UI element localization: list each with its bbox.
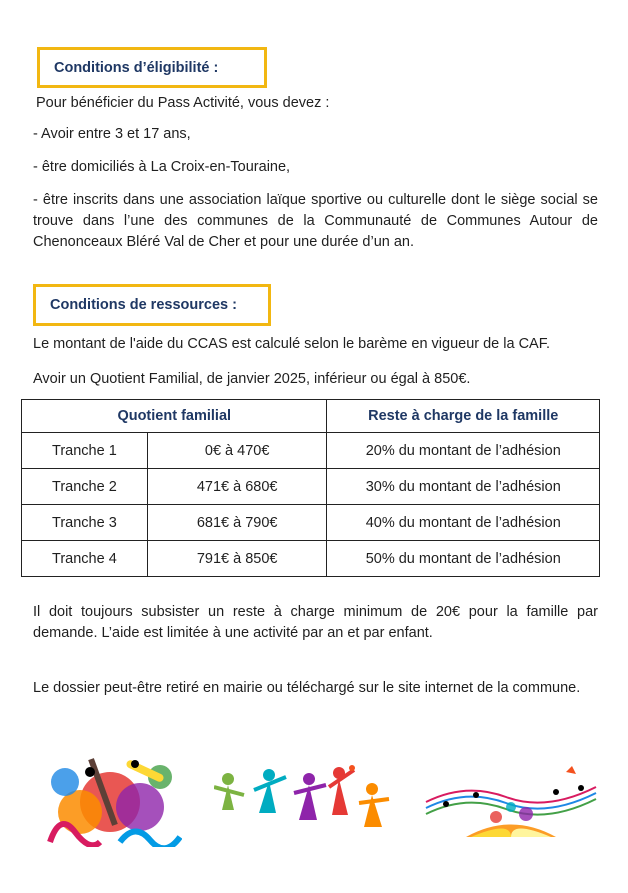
eligibility-title: Conditions d’éligibilité : (54, 59, 219, 76)
note-dossier: Le dossier peut-être retiré en mairie ou téléchargé sur le site internet de la commune. (33, 680, 581, 696)
eligibility-item-age: - Avoir entre 3 et 17 ans, (33, 126, 191, 142)
eligibility-item-residence: - être domiciliés à La Croix-en-Touraine, (33, 159, 291, 175)
eligibility-intro: Pour bénéficier du Pass Activité, vous devez : (36, 95, 330, 111)
header-charge: Reste à charge de la famille (327, 400, 600, 433)
resources-title-box (33, 284, 271, 326)
table-row (22, 469, 600, 505)
cell-charge: 20% du montant de l’adhésion (327, 433, 600, 469)
music-instruments-illustration (40, 752, 182, 847)
note-minimum-charge: Il doit toujours subsister un reste à charge minimum de 20€ pour la famille par demande. L’aide est limitée à une activité par an et par enfant. (33, 604, 598, 641)
table-header-row (22, 400, 600, 433)
cell-range: 791€ à 850€ (147, 541, 327, 577)
cell-range: 471€ à 680€ (147, 469, 327, 505)
cell-charge: 40% du montant de l’adhésion (327, 505, 600, 541)
cell-tranche: Tranche 1 (22, 433, 148, 469)
resources-line-caf: Le montant de l'aide du CCAS est calculé selon le barème en vigueur de la CAF. (33, 336, 551, 352)
open-book-music-illustration (416, 762, 604, 842)
cell-tranche: Tranche 2 (22, 469, 148, 505)
eligibility-item-association: - être inscrits dans une association laïque sportive ou culturelle dont le siège social se trouve dans l’une des communes de la Communauté de Communes Autour de Chenonceaux Bléré Val de Cher et pour une durée d’un an. (33, 192, 598, 250)
header-quotient: Quotient familial (22, 400, 327, 433)
resources-title: Conditions de ressources : (50, 297, 237, 313)
table-row (22, 505, 600, 541)
cell-tranche: Tranche 4 (22, 541, 148, 577)
table-row (22, 433, 600, 469)
cell-tranche: Tranche 3 (22, 505, 148, 541)
cell-charge: 50% du montant de l’adhésion (327, 541, 600, 577)
resources-line-quotient: Avoir un Quotient Familial, de janvier 2025, inférieur ou égal à 850€. (33, 371, 471, 387)
cell-charge: 30% du montant de l’adhésion (327, 469, 600, 505)
quotient-table (21, 399, 600, 577)
cell-range: 681€ à 790€ (147, 505, 327, 541)
cell-range: 0€ à 470€ (147, 433, 327, 469)
eligibility-title-box (37, 47, 267, 88)
sports-athletes-illustration (214, 765, 394, 840)
table-row (22, 541, 600, 577)
